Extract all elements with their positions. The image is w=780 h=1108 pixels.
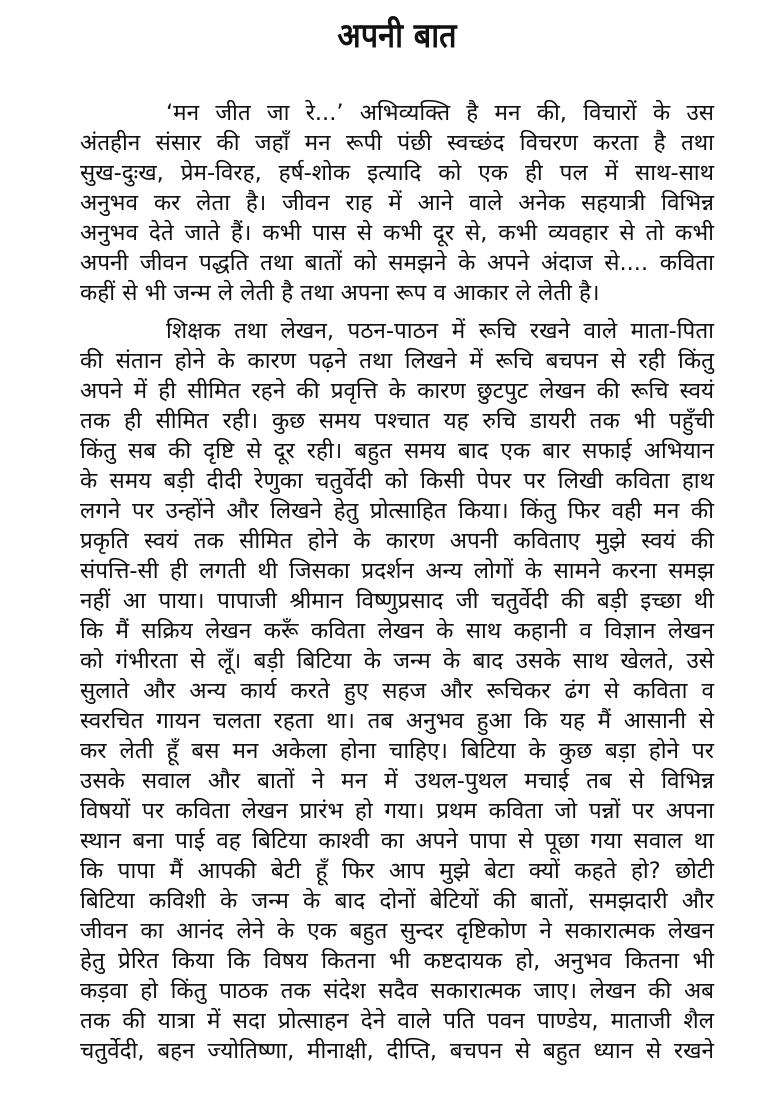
- text-line: कहीं से भी जन्म ले लेती है तथा अपना रूप व आकार ले लेती है।: [80, 280, 600, 306]
- page-title: अपनी बात: [337, 16, 457, 56]
- text-line: अनुभव कर लेता है। जीवन राह में आने वाले अनेक सहयात्री विभिन्न: [80, 190, 714, 216]
- text-line: कि मैं सक्रिय लेखन करूँ कविता लेखन के साथ कहानी व विज्ञान लेखन: [80, 618, 714, 644]
- text-line: नहीं आ पाया। पापाजी श्रीमान विष्णुप्रसाद जी चतुर्वेदी की बड़ी इच्छा थी: [80, 588, 714, 614]
- text-line: को गंभीरता से लूँ। बड़ी बिटिया के जन्म के बाद उसके साथ खेलते, उसे: [80, 648, 714, 674]
- text-line: अपनी जीवन पद्धति तथा बातों को समझने के अपने अंदाज से.... कविता: [80, 250, 714, 276]
- document-page: [80, 0, 714, 1066]
- text-line: स्थान बना पाई वह बिटिया काश्वी का अपने पापा से पूछा गया सवाल था: [80, 828, 714, 854]
- text-line: हेतु प्रेरित किया कि विषय कितना भी कष्टदायक हो, अनुभव कितना भी: [80, 948, 714, 974]
- text-line: ‘मन जीत जा रे...’ अभिव्यक्ति है मन की, विचारों के उस: [166, 100, 714, 126]
- text-line: की संतान होने के कारण पढ़ने तथा लिखने में रूचि बचपन से रही किंतु: [80, 348, 714, 374]
- text-line: के समय बड़ी दीदी रेणुका चतुर्वेदी को किसी पेपर पर लिखी कविता हाथ: [80, 468, 714, 494]
- text-line: अपने में ही सीमित रहने की प्रवृत्ति के कारण छुटपुट लेखन की रूचि स्वयं: [80, 378, 714, 404]
- text-line: विषयों पर कविता लेखन प्रारंभ हो गया। प्रथम कविता जो पन्नों पर अपना: [80, 798, 714, 824]
- text-line: शिक्षक तथा लेखन, पठन-पाठन में रूचि रखने वाले माता-पिता: [166, 318, 714, 344]
- paragraph-1: [80, 98, 714, 308]
- text-line: संपत्ति-सी ही लगती थी जिसका प्रदर्शन अन्य लोगों के सामने करना समझ: [80, 558, 714, 584]
- text-line: उसके सवाल और बातों ने मन में उथल-पुथल मचाई तब से विभिन्न: [80, 768, 714, 794]
- text-line: अंतहीन संसार की जहाँ मन रूपी पंछी स्वच्छंद विचरण करता है तथा: [80, 130, 714, 156]
- text-line: बिटिया कविशी के जन्म के बाद दोनों बेटियों की बातों, समझदारी और: [80, 888, 714, 914]
- paragraph-2: [80, 316, 714, 1066]
- text-line: सुलाते और अन्य कार्य करते हुए सहज और रूचिकर ढंग से कविता व: [80, 678, 714, 704]
- text-line: सुख-दुःख, प्रेम-विरह, हर्ष-शोक इत्यादि को एक ही पल में साथ-साथ: [80, 160, 714, 186]
- text-line: कि पापा मैं आपकी बेटी हूँ फिर आप मुझे बेटा क्यों कहते हो? छोटी: [80, 858, 714, 884]
- text-line: स्वरचित गायन चलता रहता था। तब अनुभव हुआ कि यह मैं आसानी से: [80, 708, 714, 734]
- text-line: लगने पर उन्होंने और लिखने हेतु प्रोत्साहित किया। किंतु फिर वही मन की: [80, 498, 714, 524]
- text-line: किंतु सब की दृष्टि से दूर रही। बहुत समय बाद एक बार सफाई अभियान: [80, 438, 714, 464]
- text-line: तक की यात्रा में सदा प्रोत्साहन देने वाले पति पवन पाण्डेय, माताजी शैल: [80, 1008, 714, 1034]
- text-line: जीवन का आनंद लेने के एक बहुत सुन्दर दृष्टिकोण ने सकारात्मक लेखन: [80, 918, 714, 944]
- text-line: प्रकृति स्वयं तक सीमित होने के कारण अपनी कविताए मुझे स्वयं की: [80, 528, 714, 554]
- text-line: तक ही सीमित रही। कुछ समय पश्चात यह रुचि डायरी तक भी पहुँची: [80, 408, 714, 434]
- text-line: अनुभव देते जाते हैं। कभी पास से कभी दूर से, कभी व्यवहार से तो कभी: [80, 220, 714, 246]
- text-line: चतुर्वेदी, बहन ज्योतिष्णा, मीनाक्षी, दीप्ति, बचपन से बहुत ध्यान से रखने: [80, 1038, 714, 1064]
- text-line: कड़वा हो किंतु पाठक तक संदेश सदैव सकारात्मक जाए। लेखन की अब: [80, 978, 714, 1004]
- text-line: कर लेती हूँ बस मन अकेला होना चाहिए। बिटिया के कुछ बड़ा होने पर: [80, 738, 714, 764]
